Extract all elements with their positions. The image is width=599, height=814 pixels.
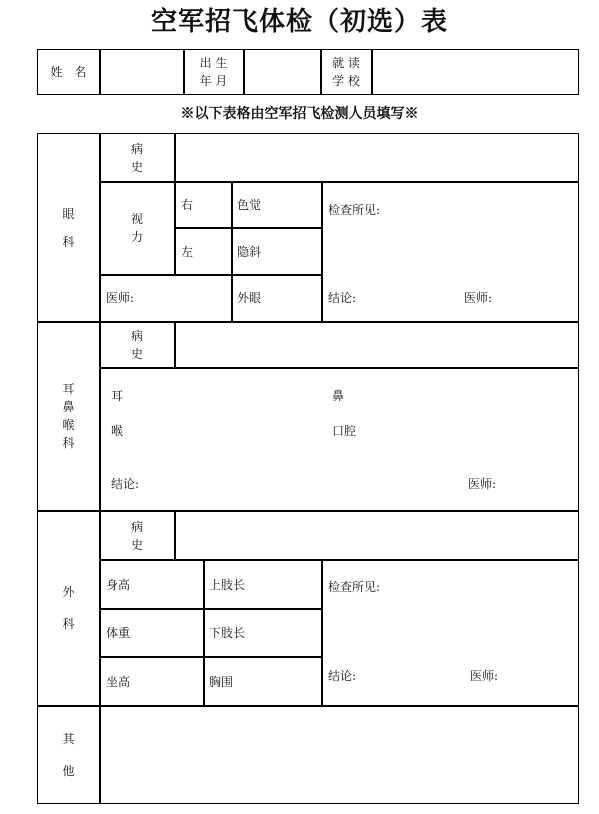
sitting-height-label: 坐高 (106, 675, 131, 689)
vision-left-label: 左 (181, 245, 194, 259)
surgery-history-label: 病 史 (130, 519, 143, 552)
eye-doctor2-label: 医师: (464, 291, 493, 305)
birth-label: 出 生 年 月 (199, 56, 228, 88)
mouth-label: 口腔 (332, 424, 357, 438)
surgery-conclusion-label: 结论: (328, 669, 357, 683)
vision-label: 视 力 (130, 212, 143, 244)
school-label: 就 读 学 校 (332, 56, 360, 88)
ent-conclusion-label: 结论: (111, 477, 140, 491)
eye-dept-label: 眼 科 (62, 207, 75, 249)
ear-label: 耳 (111, 389, 124, 403)
ent-history-field[interactable] (176, 323, 577, 366)
ent-dept-label: 耳 鼻 喉 科 (62, 382, 75, 450)
eye-findings-label: 检查所见: (328, 203, 381, 217)
weight-label: 体重 (106, 626, 131, 640)
surgery-findings-label: 检查所见: (328, 580, 381, 594)
external-eye-label: 外眼 (237, 291, 262, 305)
color-vision-label: 色觉 (237, 198, 262, 212)
birth-field[interactable] (245, 51, 319, 93)
name-label: 姓 名 (50, 65, 87, 79)
ent-doctor-label: 医师: (468, 477, 497, 491)
surgery-doctor-label: 医师: (470, 669, 499, 683)
chest-label: 胸围 (209, 675, 234, 689)
eye-conclusion-label: 结论: (328, 291, 357, 305)
eye-doctor-label: 医师: (106, 291, 135, 305)
subtitle: ※以下表格由空军招飞检测人员填写※ (180, 106, 419, 122)
school-field[interactable] (373, 51, 577, 93)
throat-label: 喉 (111, 424, 124, 438)
ent-history-label: 病 史 (130, 329, 143, 361)
height-label: 身高 (106, 578, 131, 592)
lower-limb-label: 下肢长 (209, 626, 246, 640)
surgery-history-field[interactable] (176, 512, 577, 558)
nose-label: 鼻 (332, 389, 345, 403)
page-title: 空军招飞体检（初选）表 (150, 7, 448, 37)
name-field[interactable] (101, 51, 182, 93)
surgery-dept-label: 外 科 (62, 585, 75, 631)
eye-history-field[interactable] (176, 135, 577, 180)
other-field[interactable] (101, 707, 577, 802)
other-label: 其 他 (62, 732, 75, 778)
strabismus-label: 隐斜 (237, 245, 262, 259)
vision-right-label: 右 (181, 198, 194, 212)
upper-limb-label: 上肢长 (209, 578, 246, 592)
eye-history-label: 病 史 (130, 142, 143, 174)
